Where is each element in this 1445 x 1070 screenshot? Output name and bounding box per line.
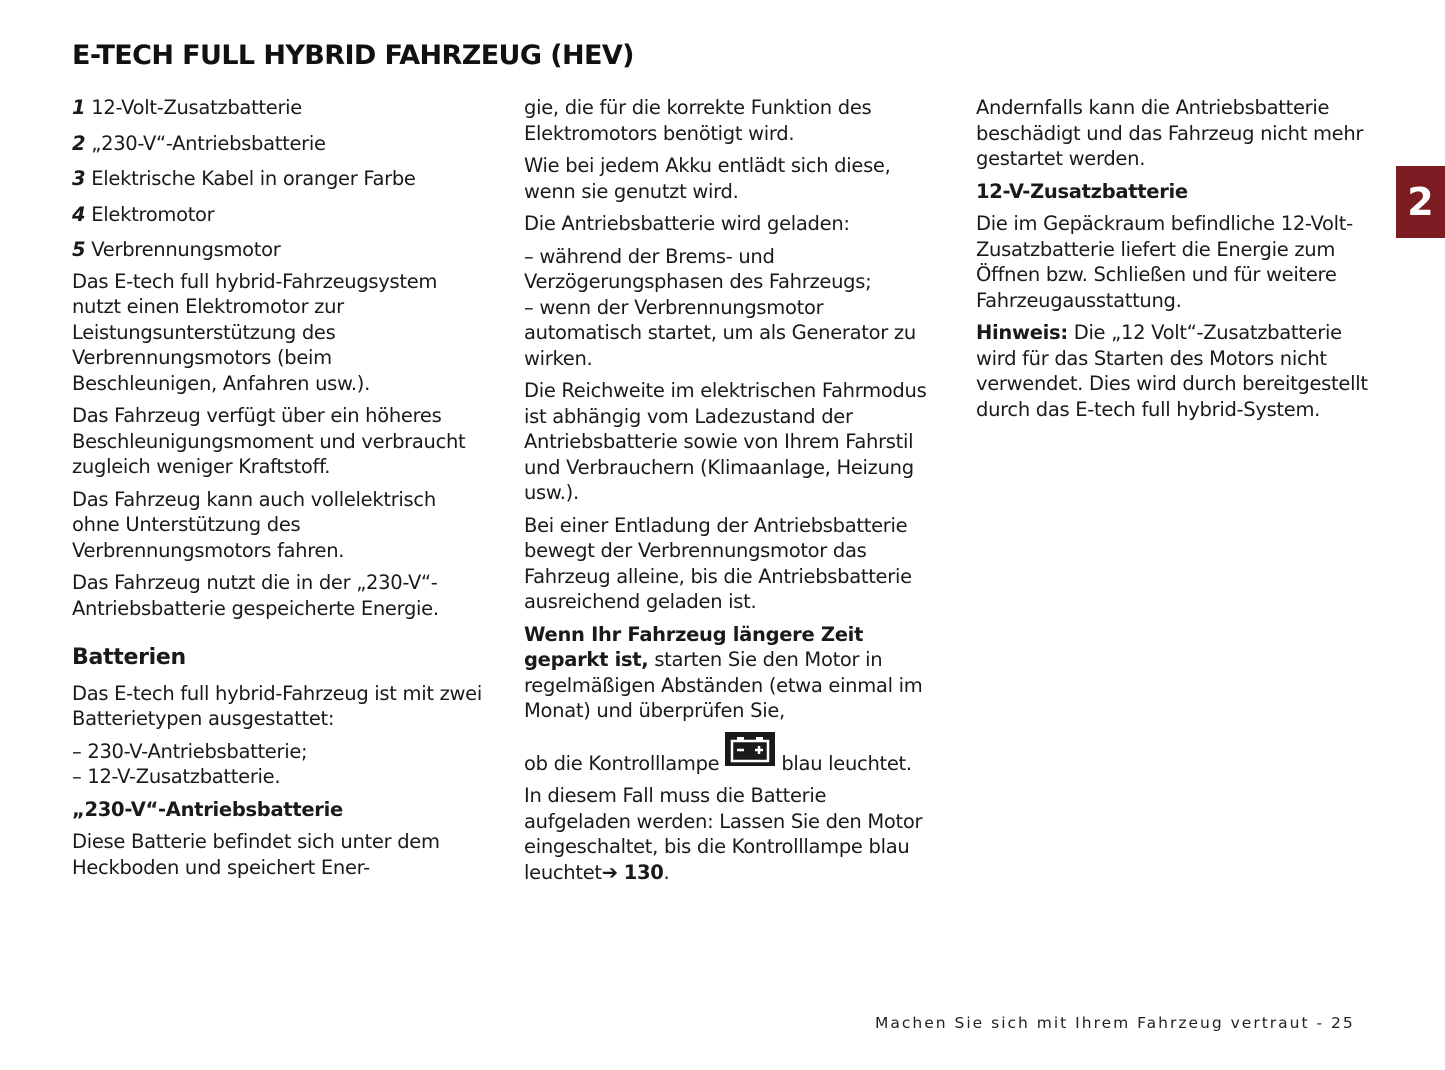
- list-item: – wenn der Verbrennungsmotor automatisch startet, um als Generator zu wirken.: [524, 295, 916, 370]
- paragraph: Das Fahrzeug nutzt die in der „230-V“-Antriebsbatterie gespeicherte Energie.: [72, 571, 439, 620]
- page-footer: Machen Sie sich mit Ihrem Fahrzeug vertraut - 25: [875, 1014, 1355, 1032]
- paragraph: Wenn Ihr Fahrzeug längere Zeit geparkt ist, starten Sie den Motor in regelmäßigen Abständen (etwa einmal im Monat) und überprüfen Sie,: [524, 622, 923, 722]
- list-item: – 230-V-Antriebsbatterie;: [72, 739, 308, 763]
- paragraph: Das Fahrzeug kann auch vollelektrisch ohne Unterstützung des Verbrennungsmotors fahren.: [72, 487, 436, 562]
- paragraph: Wie bei jedem Akku entlädt sich diese, wenn sie genutzt wird.: [524, 154, 891, 203]
- page-reference-arrow: ➔: [601, 860, 618, 884]
- page-reference-link[interactable]: 130: [623, 860, 664, 884]
- note-paragraph: Hinweis: Die „12 Volt“-Zusatzbatterie wird für das Starten des Motors nicht verwendet. Dies wird durch bereitgestellt durch das E-tech full hybrid-System.: [976, 321, 1368, 421]
- battery-warning-icon: [725, 732, 775, 766]
- paragraph: In diesem Fall muss die Batterie aufgeladen werden: Lassen Sie den Motor eingeschaltet, bis die Kontrolllampe blau leuchtet➔ 130.: [524, 784, 923, 884]
- paragraph: Die im Gepäckraum befindliche 12-Volt-Zusatzbatterie liefert die Energie zum Öffnen bzw. Schließen und für weitere Fahrzeugausstattung.: [976, 212, 1353, 312]
- paragraph: Die Antriebsbatterie wird geladen:: [524, 212, 850, 235]
- list-item: – während der Brems- und Verzögerungsphasen des Fahrzeugs;: [524, 244, 872, 293]
- column-2: [524, 95, 934, 892]
- note-label: Hinweis:: [976, 321, 1068, 344]
- paragraph: Das E-tech full hybrid-Fahrzeugsystem nutzt einen Elektromotor zur Leistungsunterstützung des Verbrennungsmotors (beim Beschleunigen, Anfahren usw.).: [72, 269, 438, 395]
- section-heading: Batterien: [72, 645, 186, 670]
- paragraph: Andernfalls kann die Antriebsbatterie beschädigt und das Fahrzeug nicht mehr gestartet werden.: [976, 96, 1364, 170]
- paragraph: Bei einer Entladung der Antriebsbatterie bewegt der Verbrennungsmotor das Fahrzeug alleine, bis die Antriebsbatterie ausreichend geladen ist.: [524, 513, 912, 613]
- legend-item: 3 Elektrische Kabel in oranger Farbe: [72, 167, 416, 190]
- page-title: E-TECH FULL HYBRID FAHRZEUG (HEV): [72, 40, 634, 71]
- paragraph: Die Reichweite im elektrischen Fahrmodus ist abhängig vom Ladezustand der Antriebsbatterie sowie von Ihrem Fahrstil und Verbrauchern (Klimaanlage, Heizung usw.).: [524, 379, 927, 504]
- column-3: [976, 95, 1386, 429]
- subsection-heading: „230-V“-Antriebsbatterie: [72, 797, 343, 821]
- paragraph: Diese Batterie befindet sich unter dem Heckboden und speichert Ener-: [72, 830, 440, 879]
- paragraph: gie, die für die korrekte Funktion des Elektromotors benötigt wird.: [524, 96, 872, 145]
- bold-lead: Wenn Ihr Fahrzeug längere Zeit geparkt ist,: [524, 622, 864, 671]
- chapter-tab: 2: [1396, 166, 1445, 238]
- legend-item: 1 12-Volt-Zusatzbatterie: [72, 96, 302, 119]
- legend-item: 5 Verbrennungsmotor: [72, 238, 281, 261]
- paragraph: ob die Kontrolllampe blau leuchtet.: [524, 738, 934, 777]
- paragraph: Das E-tech full hybrid-Fahrzeug ist mit zwei Batterietypen ausgestattet:: [72, 681, 482, 730]
- legend-item: 4 Elektromotor: [72, 202, 215, 226]
- paragraph: Das Fahrzeug verfügt über ein höheres Beschleunigungsmoment und verbraucht zugleich weniger Kraftstoff.: [72, 404, 466, 478]
- column-1: [72, 95, 482, 887]
- subsection-heading: 12-V-Zusatzbatterie: [976, 179, 1188, 203]
- list-item: – 12-V-Zusatzbatterie.: [72, 765, 281, 788]
- legend-item: 2 „230-V“-Antriebsbatterie: [72, 131, 326, 155]
